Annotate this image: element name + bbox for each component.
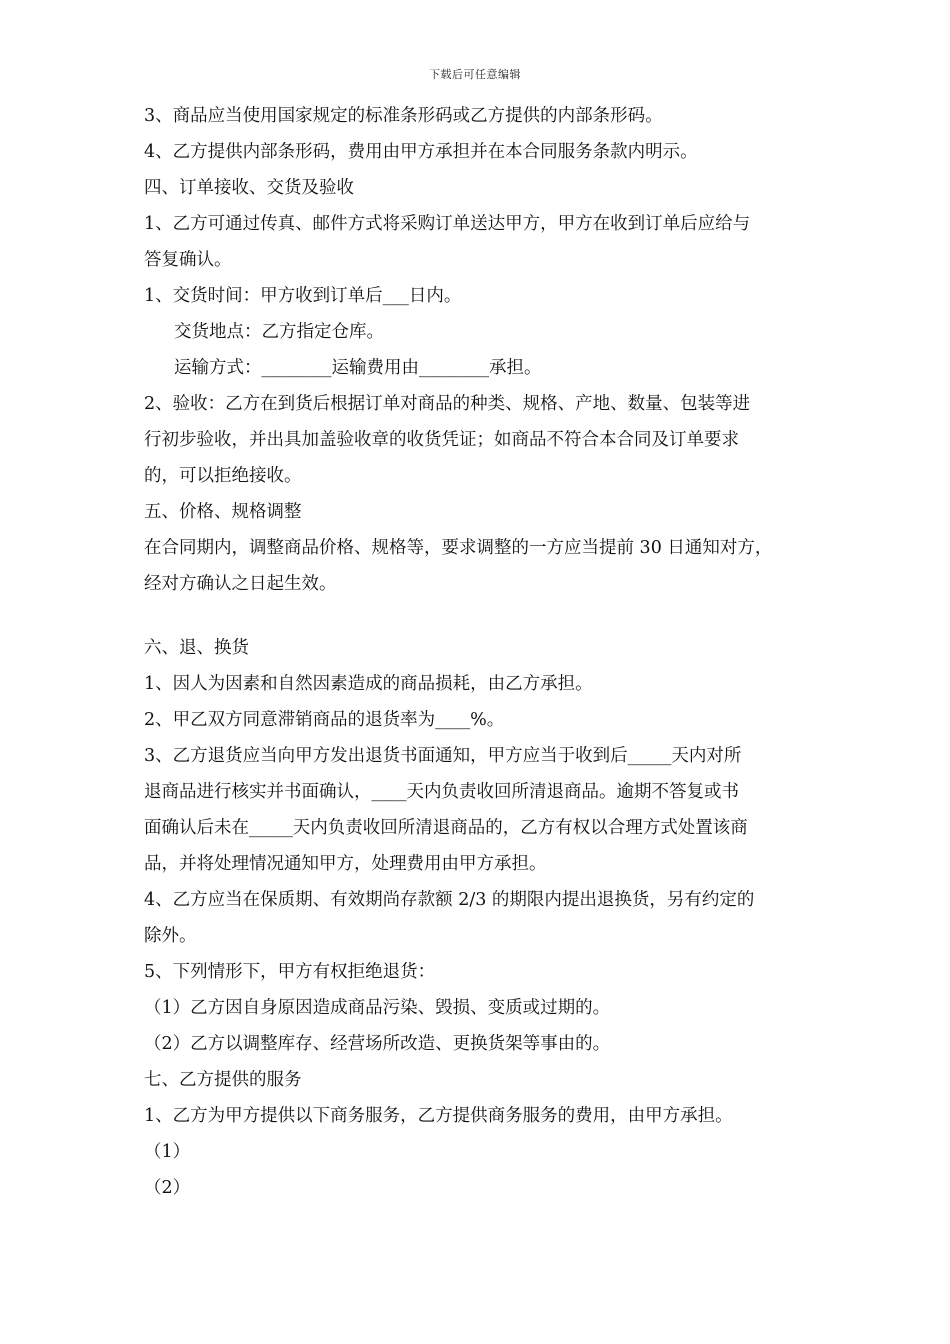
return-clause-2: 2、甲乙双方同意滞销商品的退货率为____%。 [144,710,505,730]
clause-2-inspection-line2: 行初步验收，并出具加盖验收章的收货凭证；如商品不符合本合同及订单要求 [144,430,739,450]
return-clause-5-item-2: （2）乙方以调整库存、经营场所改造、更换货架等事由的。 [144,1034,611,1054]
return-clause-3-line2: 退商品进行核实并书面确认，____天内负责收回所清退商品。逾期不答复或书 [144,782,739,802]
clause-3-barcode: 3、商品应当使用国家规定的标准条形码或乙方提供的内部条形码。 [144,106,663,126]
delivery-location: 交货地点：乙方指定仓库。 [174,322,384,342]
section-6-heading: 六、退、换货 [144,638,249,658]
price-adjust-line1: 在合同期内，调整商品价格、规格等，要求调整的一方应当提前 30 日通知对方， [144,538,773,558]
service-clause-1: 1、乙方为甲方提供以下商务服务，乙方提供商务服务的费用，由甲方承担。 [144,1106,733,1126]
price-adjust-line2: 经对方确认之日起生效。 [144,574,337,594]
clause-1-order-line2: 答复确认。 [144,250,232,270]
clause-1-delivery-time: 1、交货时间：甲方收到订单后___日内。 [144,286,462,306]
return-clause-3-line3: 面确认后未在_____天内负责收回所清退商品的，乙方有权以合理方式处置该商 [144,818,748,838]
section-4-heading: 四、订单接收、交货及验收 [144,178,354,198]
return-clause-1: 1、因人为因素和自然因素造成的商品损耗，由乙方承担。 [144,674,593,694]
clause-2-inspection-line1: 2、验收：乙方在到货后根据订单对商品的种类、规格、产地、数量、包装等进 [144,394,751,414]
clause-1-order-line1: 1、乙方可通过传真、邮件方式将采购订单送达甲方，甲方在收到订单后应给与 [144,214,751,234]
service-item-1: （1） [144,1142,191,1162]
return-clause-5-item-1: （1）乙方因自身原因造成商品污染、毁损、变质或过期的。 [144,998,611,1018]
section-5-heading: 五、价格、规格调整 [144,502,302,522]
page-header: 下载后可任意编辑 [429,68,521,81]
service-item-2: （2） [144,1178,191,1198]
clause-4-barcode-fee: 4、乙方提供内部条形码，费用由甲方承担并在本合同服务条款内明示。 [144,142,698,162]
document-body [144,98,824,1206]
clause-2-inspection-line3: 的，可以拒绝接收。 [144,466,302,486]
return-clause-4-line1: 4、乙方应当在保质期、有效期尚存款额 2/3 的期限内提出退换货，另有约定的 [144,890,755,910]
return-clause-3-line1: 3、乙方退货应当向甲方发出退货书面通知，甲方应当于收到后_____天内对所 [144,746,742,766]
return-clause-3-line4: 品，并将处理情况通知甲方，处理费用由甲方承担。 [144,854,547,874]
return-clause-5: 5、下列情形下，甲方有权拒绝退货： [144,962,436,982]
return-clause-4-line2: 除外。 [144,926,197,946]
transport-method: 运输方式：________运输费用由________承担。 [174,358,542,378]
paragraph-gap [144,602,824,630]
section-7-heading: 七、乙方提供的服务 [144,1070,302,1090]
